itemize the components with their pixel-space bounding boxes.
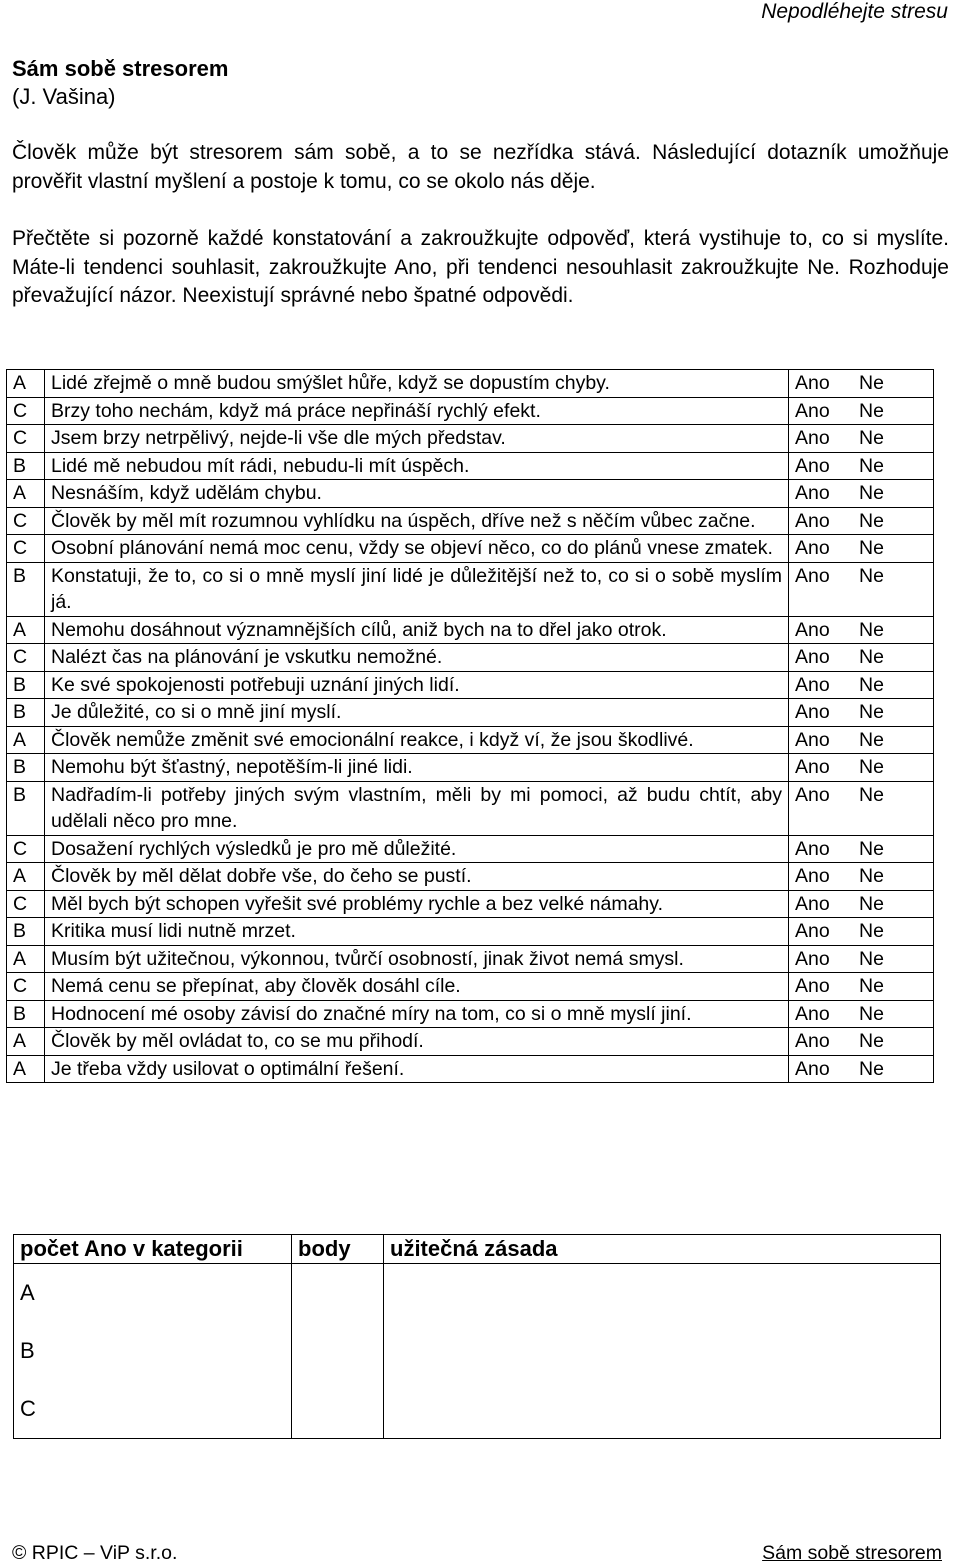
score-body-row bbox=[14, 1264, 941, 1439]
question-row bbox=[7, 397, 934, 425]
question-category: A bbox=[7, 480, 45, 508]
running-header: Nepodléhejte stresu bbox=[761, 0, 948, 23]
answer-yes[interactable]: Ano bbox=[795, 783, 830, 806]
question-category: A bbox=[7, 1028, 45, 1056]
question-statement: Musím být užitečnou, výkonnou, tvůrčí osobností, jinak život nemá smysl. bbox=[45, 945, 789, 973]
score-category-a: A bbox=[20, 1280, 35, 1305]
question-row bbox=[7, 945, 934, 973]
question-row bbox=[7, 480, 934, 508]
question-category: B bbox=[7, 699, 45, 727]
question-row bbox=[7, 535, 934, 563]
answer-no[interactable]: Ne bbox=[859, 1057, 884, 1080]
question-category: C bbox=[7, 397, 45, 425]
answer-yes[interactable]: Ano bbox=[795, 947, 830, 970]
question-statement: Nemohu být šťastný, nepotěším-li jiné lidi. bbox=[45, 754, 789, 782]
question-statement: Jsem brzy netrpělivý, nejde-li vše dle mých představ. bbox=[45, 425, 789, 453]
answer-no[interactable]: Ne bbox=[859, 618, 884, 641]
question-category: A bbox=[7, 945, 45, 973]
question-row bbox=[7, 425, 934, 453]
question-row bbox=[7, 507, 934, 535]
question-row bbox=[7, 726, 934, 754]
answer-options bbox=[789, 945, 934, 973]
question-statement: Nadřadím-li potřeby jiných svým vlastním, měli by mi pomoci, až budu chtít, aby udělali něco pro mne. bbox=[45, 781, 789, 835]
answer-options bbox=[789, 918, 934, 946]
answer-yes[interactable]: Ano bbox=[795, 618, 830, 641]
answer-no[interactable]: Ne bbox=[859, 975, 884, 997]
question-row bbox=[7, 781, 934, 835]
question-statement: Člověk by měl mít rozumnou vyhlídku na úspěch, dříve než s něčím vůbec začne. bbox=[45, 507, 789, 535]
answer-yes[interactable]: Ano bbox=[795, 892, 830, 915]
answer-no[interactable]: Ne bbox=[859, 673, 884, 696]
intro-paragraph: Člověk může být stresorem sám sobě, a to se nezřídka stává. Následující dotazník umožňuje prověřit vlastní myšlení a postoje k tomu, co se okolo nás děje. bbox=[12, 141, 949, 193]
question-row bbox=[7, 1028, 934, 1056]
title-block bbox=[12, 55, 228, 111]
answer-yes[interactable]: Ano bbox=[795, 920, 830, 942]
question-row bbox=[7, 863, 934, 891]
question-statement: Osobní plánování nemá moc cenu, vždy se objeví něco, co do plánů vnese zmatek. bbox=[45, 535, 789, 563]
question-statement: Nalézt čas na plánování je vskutku nemožné. bbox=[45, 644, 789, 672]
question-category: C bbox=[7, 425, 45, 453]
answer-yes[interactable]: Ano bbox=[795, 509, 830, 532]
answer-options bbox=[789, 1028, 934, 1056]
question-category: C bbox=[7, 835, 45, 863]
answer-no[interactable]: Ne bbox=[859, 427, 884, 449]
answer-options bbox=[789, 835, 934, 863]
answer-yes[interactable]: Ano bbox=[795, 701, 830, 723]
score-header-points: body bbox=[292, 1235, 384, 1264]
question-statement: Konstatuji, že to, co si o mně myslí jiní lidé je důležitější než to, co si o sobě myslím já. bbox=[45, 562, 789, 616]
answer-yes[interactable]: Ano bbox=[795, 372, 830, 394]
question-row bbox=[7, 918, 934, 946]
footer-copyright: © RPIC – ViP s.r.o. bbox=[12, 1542, 178, 1564]
question-category: B bbox=[7, 1000, 45, 1028]
answer-no[interactable]: Ne bbox=[859, 756, 884, 778]
question-statement: Dosažení rychlých výsledků je pro mě důležité. bbox=[45, 835, 789, 863]
answer-options bbox=[789, 671, 934, 699]
answer-options bbox=[789, 452, 934, 480]
answer-yes[interactable]: Ano bbox=[795, 482, 830, 504]
question-row bbox=[7, 973, 934, 1001]
question-category: C bbox=[7, 507, 45, 535]
answer-no[interactable]: Ne bbox=[859, 783, 884, 806]
question-category: C bbox=[7, 644, 45, 672]
question-category: C bbox=[7, 973, 45, 1001]
answer-no[interactable]: Ne bbox=[859, 1030, 884, 1052]
answer-no[interactable]: Ne bbox=[859, 537, 884, 559]
answer-options bbox=[789, 644, 934, 672]
question-row bbox=[7, 616, 934, 644]
question-category: B bbox=[7, 754, 45, 782]
answer-yes[interactable]: Ano bbox=[795, 564, 830, 587]
score-category-c: C bbox=[20, 1396, 36, 1421]
question-row bbox=[7, 671, 934, 699]
footer-title: Sám sobě stresorem bbox=[762, 1542, 942, 1564]
answer-yes[interactable]: Ano bbox=[795, 1002, 830, 1025]
answer-no[interactable]: Ne bbox=[859, 892, 884, 915]
question-category: B bbox=[7, 918, 45, 946]
answer-yes[interactable]: Ano bbox=[795, 646, 830, 668]
question-statement: Nesnáším, když udělám chybu. bbox=[45, 480, 789, 508]
question-category: A bbox=[7, 616, 45, 644]
question-category: B bbox=[7, 562, 45, 616]
answer-options bbox=[789, 781, 934, 835]
question-row bbox=[7, 835, 934, 863]
question-statement: Člověk by měl dělat dobře vše, do čeho se pustí. bbox=[45, 863, 789, 891]
answer-no[interactable]: Ne bbox=[859, 646, 884, 668]
question-statement: Lidé mě nebudou mít rádi, nebudu-li mít úspěch. bbox=[45, 452, 789, 480]
answer-no[interactable]: Ne bbox=[859, 399, 884, 422]
answer-yes[interactable]: Ano bbox=[795, 673, 830, 696]
answer-yes[interactable]: Ano bbox=[795, 865, 830, 887]
question-statement: Hodnocení mé osoby závisí do značné míry na tom, co si o mně myslí jiní. bbox=[45, 1000, 789, 1028]
question-row bbox=[7, 1000, 934, 1028]
answer-no[interactable]: Ne bbox=[859, 947, 884, 970]
answer-no[interactable]: Ne bbox=[859, 372, 884, 394]
question-category: A bbox=[7, 370, 45, 398]
question-statement: Kritika musí lidi nutně mrzet. bbox=[45, 918, 789, 946]
question-statement: Je důležité, co si o mně jiní myslí. bbox=[45, 699, 789, 727]
question-row bbox=[7, 452, 934, 480]
question-statement: Je třeba vždy usilovat o optimální řešení. bbox=[45, 1055, 789, 1083]
question-category: C bbox=[7, 890, 45, 918]
answer-yes[interactable]: Ano bbox=[795, 1030, 830, 1052]
answer-options bbox=[789, 973, 934, 1001]
answer-no[interactable]: Ne bbox=[859, 701, 884, 723]
question-statement: Člověk by měl ovládat to, co se mu přihodí. bbox=[45, 1028, 789, 1056]
question-category: C bbox=[7, 535, 45, 563]
question-category: B bbox=[7, 671, 45, 699]
answer-yes[interactable]: Ano bbox=[795, 837, 830, 860]
answer-options bbox=[789, 507, 934, 535]
answer-yes[interactable]: Ano bbox=[795, 756, 830, 778]
answer-options bbox=[789, 370, 934, 398]
score-table bbox=[13, 1234, 941, 1439]
answer-no[interactable]: Ne bbox=[859, 1002, 884, 1025]
question-row bbox=[7, 754, 934, 782]
question-statement: Nemá cenu se přepínat, aby člověk dosáhl cíle. bbox=[45, 973, 789, 1001]
answer-no[interactable]: Ne bbox=[859, 564, 884, 587]
answer-yes[interactable]: Ano bbox=[795, 1057, 830, 1080]
answer-options bbox=[789, 535, 934, 563]
score-header-count: počet Ano v kategorii bbox=[14, 1235, 292, 1264]
question-row bbox=[7, 562, 934, 616]
answer-options bbox=[789, 754, 934, 782]
question-row bbox=[7, 644, 934, 672]
question-category: A bbox=[7, 726, 45, 754]
answer-no[interactable]: Ne bbox=[859, 837, 884, 860]
answer-options bbox=[789, 1055, 934, 1083]
question-statement: Brzy toho nechám, když má práce nepřináší rychlý efekt. bbox=[45, 397, 789, 425]
document-title: Sám sobě stresorem bbox=[12, 56, 229, 81]
question-category: A bbox=[7, 863, 45, 891]
answer-no[interactable]: Ne bbox=[859, 454, 884, 477]
question-row bbox=[7, 370, 934, 398]
question-statement: Měl bych být schopen vyřešit své problémy rychle a bez velké námahy. bbox=[45, 890, 789, 918]
question-row bbox=[7, 699, 934, 727]
score-categories-cell bbox=[14, 1264, 292, 1439]
answer-options bbox=[789, 480, 934, 508]
answer-no[interactable]: Ne bbox=[859, 920, 884, 942]
answer-no[interactable]: Ne bbox=[859, 482, 884, 504]
instructions-paragraph: Přečtěte si pozorně každé konstatování a zakroužkujte odpověď, která vystihuje to, co si myslíte. Máte-li tendenci souhlasit, zakroužkujte Ano, při tendenci nesouhlasit zakroužkujte Ne. Rozhoduje převažující názor. Neexistují správné nebo špatné odpovědi. bbox=[12, 227, 949, 307]
answer-options bbox=[789, 397, 934, 425]
answer-yes[interactable]: Ano bbox=[795, 454, 830, 477]
question-statement: Ke své spokojenosti potřebuji uznání jiných lidí. bbox=[45, 671, 789, 699]
answer-yes[interactable]: Ano bbox=[795, 728, 830, 751]
answer-options bbox=[789, 699, 934, 727]
question-statement: Člověk nemůže změnit své emocionální reakce, i když ví, že jsou škodlivé. bbox=[45, 726, 789, 754]
question-statement: Lidé zřejmě o mně budou smýšlet hůře, když se dopustím chyby. bbox=[45, 370, 789, 398]
answer-no[interactable]: Ne bbox=[859, 865, 884, 887]
answer-yes[interactable]: Ano bbox=[795, 427, 830, 449]
answer-options bbox=[789, 425, 934, 453]
answer-options bbox=[789, 890, 934, 918]
score-header-principle: užitečná zásada bbox=[384, 1235, 941, 1264]
score-category-b: B bbox=[20, 1338, 35, 1363]
answer-no[interactable]: Ne bbox=[859, 509, 884, 532]
answer-options bbox=[789, 562, 934, 616]
answer-options bbox=[789, 726, 934, 754]
question-category: B bbox=[7, 452, 45, 480]
score-principle-cell[interactable] bbox=[384, 1264, 941, 1439]
answer-yes[interactable]: Ano bbox=[795, 399, 830, 422]
question-row bbox=[7, 890, 934, 918]
question-category: A bbox=[7, 1055, 45, 1083]
author: (J. Vašina) bbox=[12, 84, 116, 109]
answer-yes[interactable]: Ano bbox=[795, 537, 830, 559]
answer-options bbox=[789, 616, 934, 644]
questionnaire-table bbox=[6, 369, 934, 1083]
score-points-cell[interactable] bbox=[292, 1264, 384, 1439]
answer-options bbox=[789, 1000, 934, 1028]
question-row bbox=[7, 1055, 934, 1083]
answer-yes[interactable]: Ano bbox=[795, 975, 830, 997]
question-statement: Nemohu dosáhnout významnějších cílů, aniž bych na to dřel jako otrok. bbox=[45, 616, 789, 644]
answer-options bbox=[789, 863, 934, 891]
answer-no[interactable]: Ne bbox=[859, 728, 884, 751]
question-category: B bbox=[7, 781, 45, 835]
score-header-row bbox=[14, 1235, 941, 1264]
